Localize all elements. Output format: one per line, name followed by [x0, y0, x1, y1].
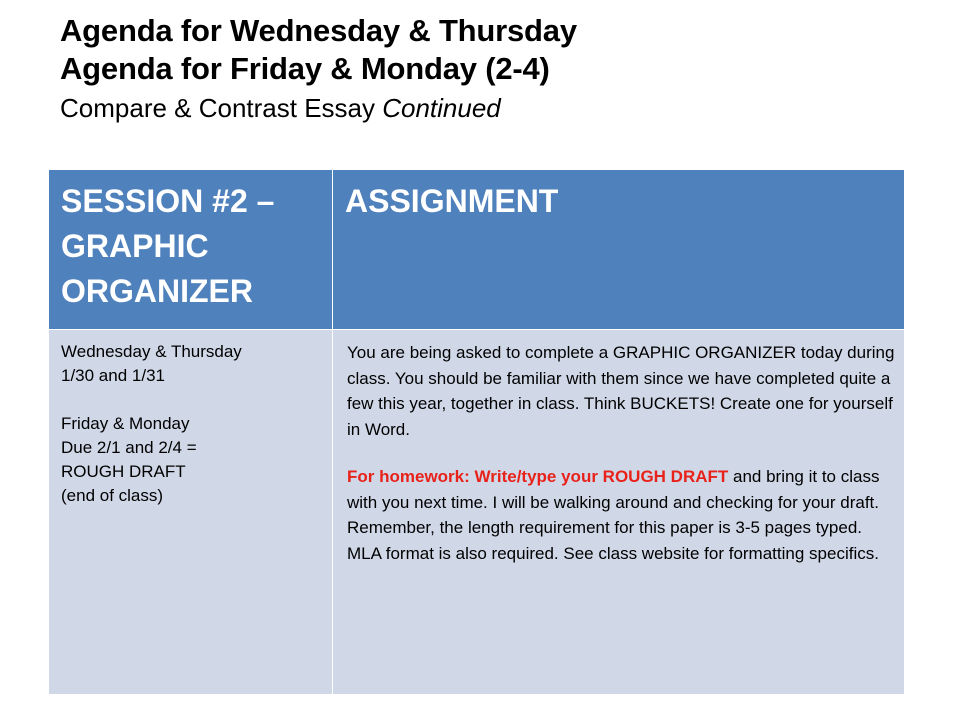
subtitle-italic: Continued	[382, 93, 501, 123]
subtitle	[60, 90, 920, 126]
subtitle-main: Compare & Contrast Essay	[60, 93, 383, 123]
schedule-line-1: Wednesday & Thursday	[61, 342, 242, 361]
assignment-paragraph-2	[347, 464, 896, 566]
table-row	[49, 330, 905, 695]
header-session: SESSION #2 – GRAPHIC ORGANIZER	[49, 170, 333, 330]
slide-title-block	[60, 12, 920, 126]
schedule-line-4: Due 2/1 and 2/4 =	[61, 438, 197, 457]
schedule-line-5: ROUGH DRAFT	[61, 462, 186, 481]
schedule-cell	[49, 330, 333, 695]
schedule-line-6: (end of class)	[61, 486, 164, 505]
assignment-paragraph-1: You are being asked to complete a GRAPHIC ORGANIZER today during class. You should be familiar with them since we have completed quite a few this year, together in class. Think BUCKETS! Create one for yourself in Word.	[347, 343, 895, 439]
homework-text: and bring it to class with you next time. I will be walking around and checking for your draft. Remember, the length requirement for this paper is 3-5 pages typed. MLA format is also required. See class website for formatting specifics.	[347, 467, 880, 563]
table-header-row	[49, 170, 905, 330]
schedule-line-3: Friday & Monday	[61, 414, 190, 433]
schedule-line-2: 1/30 and 1/31	[61, 366, 165, 385]
assignment-cell	[333, 330, 905, 695]
header-assignment: ASSIGNMENT	[333, 170, 905, 330]
title-line-2: Agenda for Friday & Monday (2-4)	[60, 51, 550, 86]
title-line-1: Agenda for Wednesday & Thursday	[60, 13, 577, 48]
homework-label: For homework: Write/type your ROUGH DRAFT	[347, 467, 729, 486]
agenda-table	[48, 169, 905, 695]
